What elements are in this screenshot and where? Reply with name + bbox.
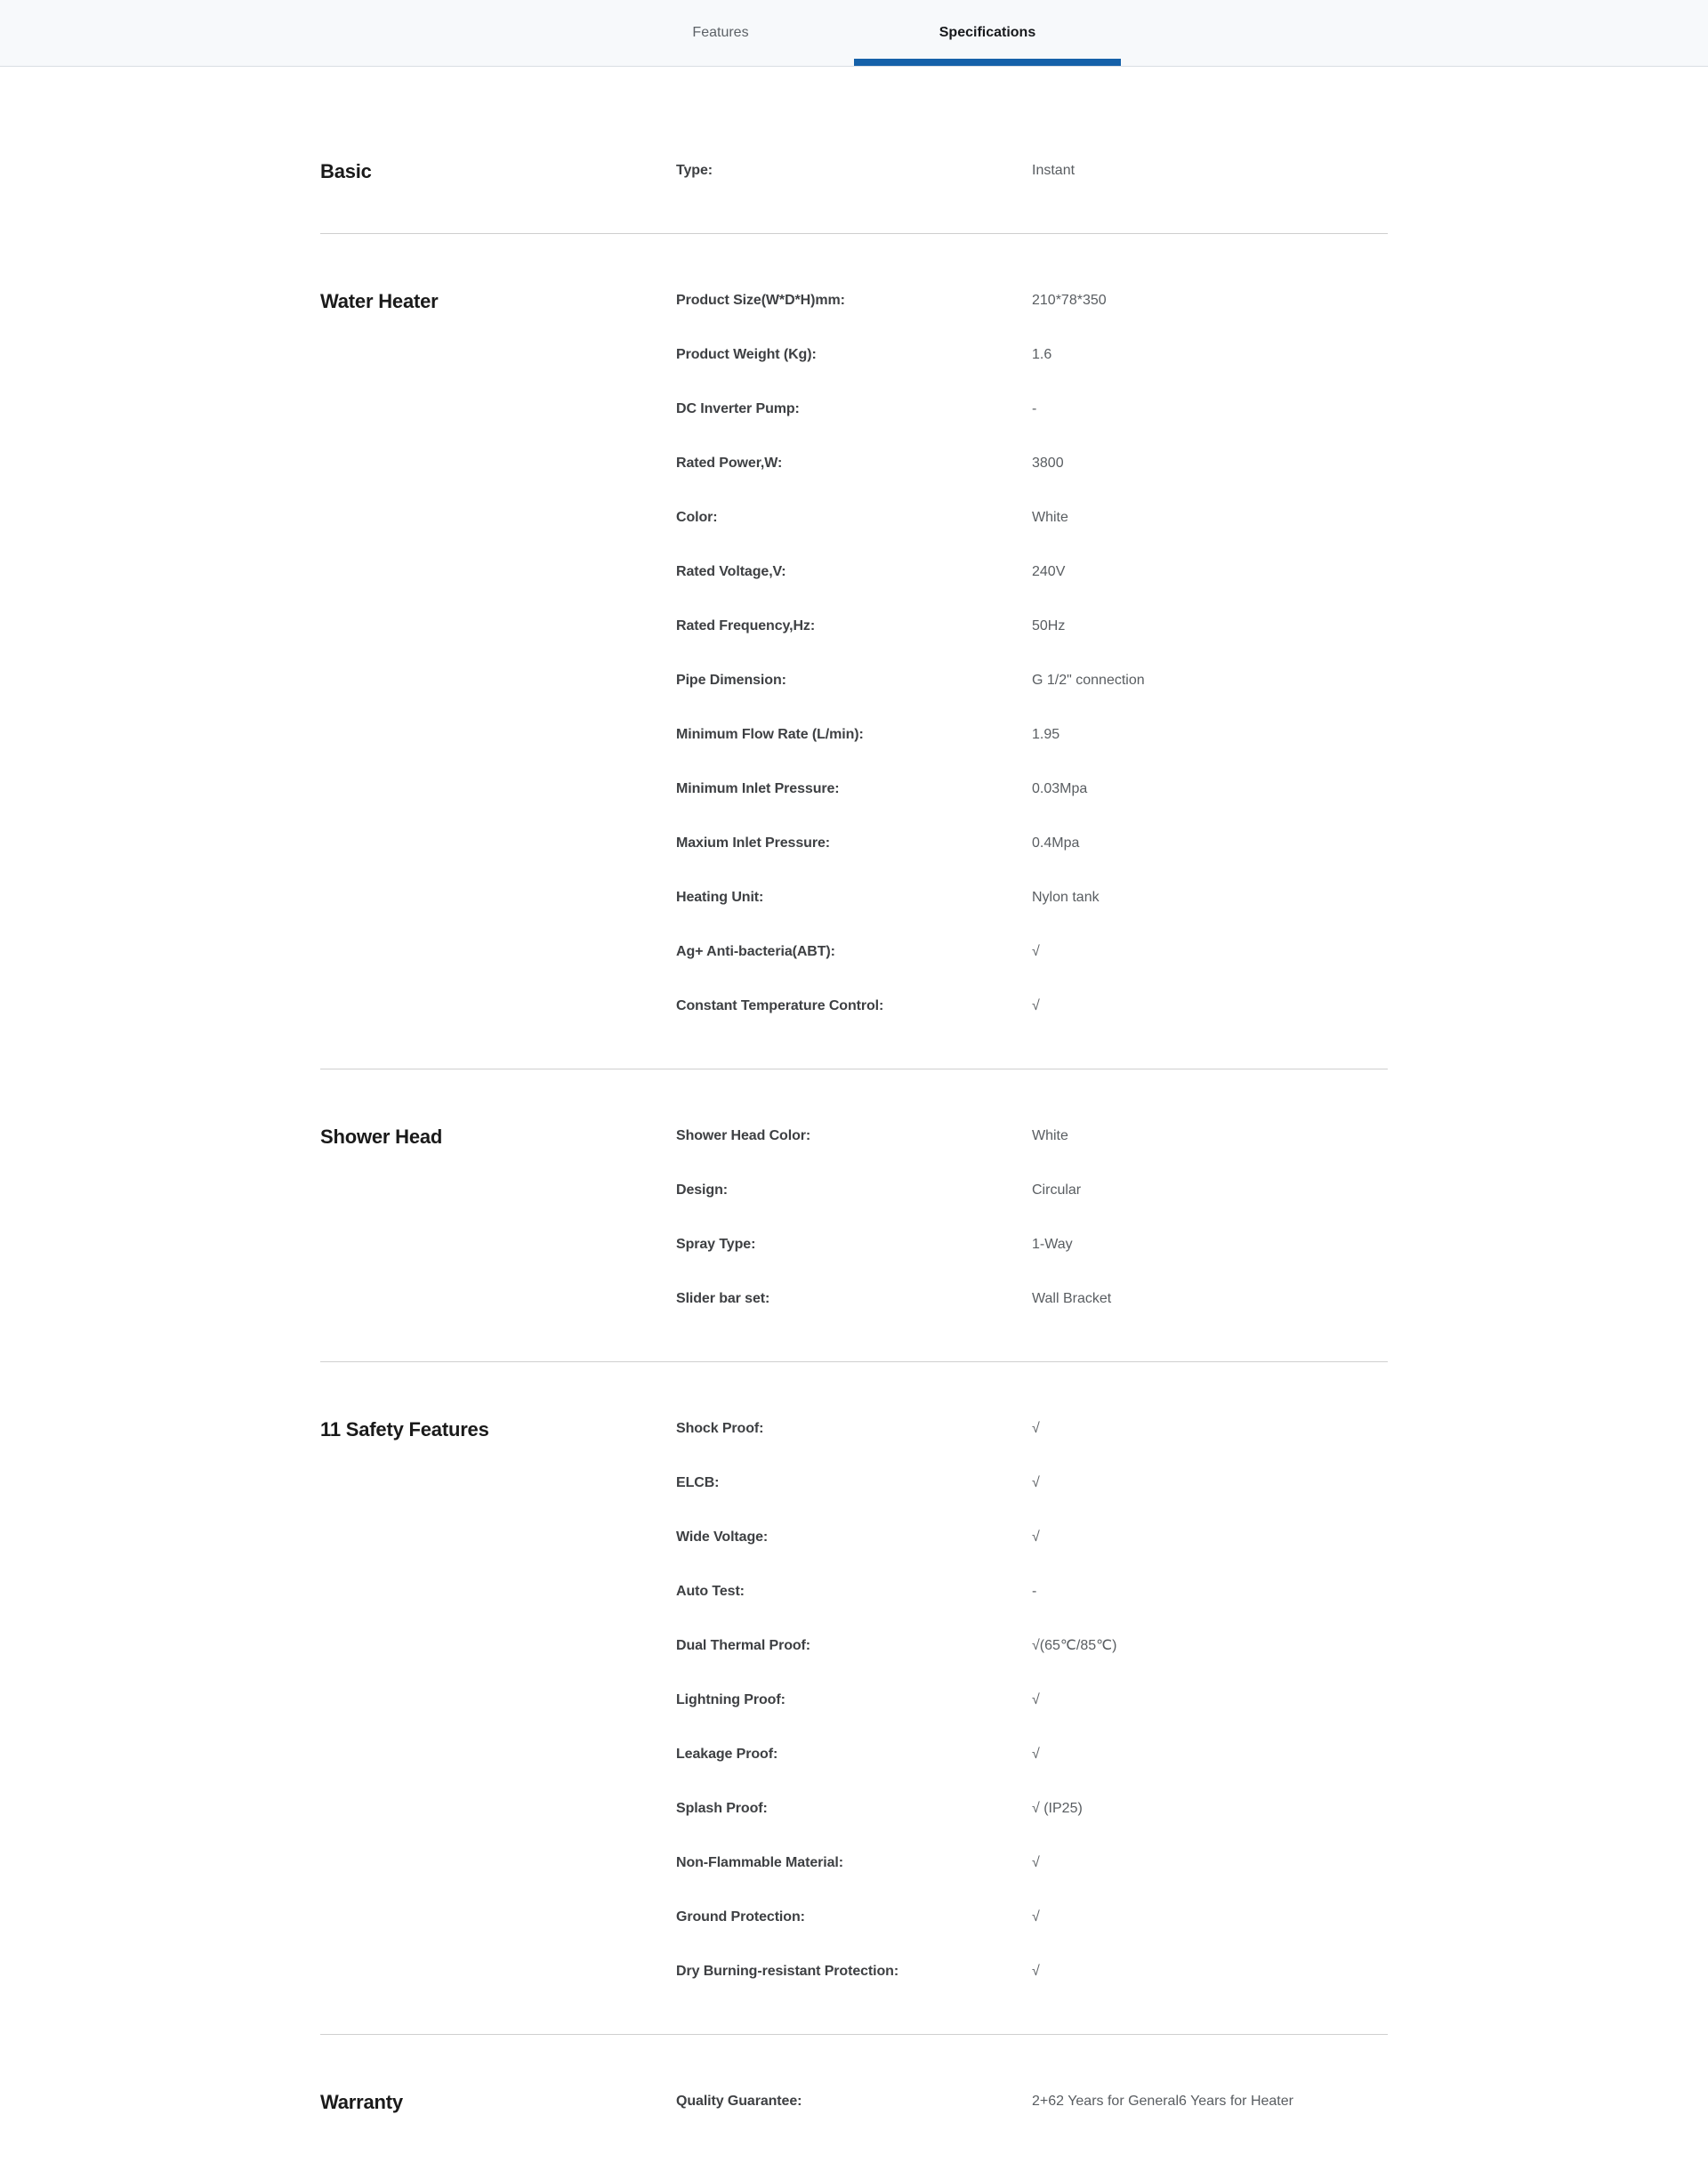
spec-value: √	[1032, 1855, 1040, 1870]
spec-label: Minimum Flow Rate (L/min):	[676, 727, 864, 742]
spec-label: DC Inverter Pump:	[676, 401, 800, 416]
spec-label: Heating Unit:	[676, 890, 764, 905]
spec-label: Shower Head Color:	[676, 1128, 811, 1143]
spec-row	[676, 291, 1388, 345]
spec-value: 2+62 Years for General6 Years for Heater	[1032, 2094, 1293, 2109]
spec-label: Wide Voltage:	[676, 1529, 769, 1545]
spec-value: -	[1032, 1584, 1037, 1599]
spec-label: Rated Voltage,V:	[676, 564, 786, 579]
spec-label: Ground Protection:	[676, 1909, 805, 1925]
spec-value: √	[1032, 1529, 1040, 1545]
spec-label: Rated Power,W:	[676, 456, 783, 471]
spec-label: Lightning Proof:	[676, 1692, 786, 1707]
spec-value: White	[1032, 1128, 1068, 1143]
spec-value: 50Hz	[1032, 618, 1066, 634]
spec-value: 240V	[1032, 564, 1066, 579]
section-title: Water Heater	[320, 290, 439, 312]
spec-row	[676, 1962, 1388, 2016]
spec-rows	[676, 1419, 1388, 2016]
spec-value: √	[1032, 1747, 1040, 1762]
spec-label: Type:	[676, 163, 713, 178]
spec-label: Minimum Inlet Pressure:	[676, 781, 840, 796]
spec-row	[676, 1745, 1388, 1799]
spec-label: Pipe Dimension:	[676, 673, 786, 688]
spec-label: Quality Guarantee:	[676, 2094, 802, 2109]
spec-label: Non-Flammable Material:	[676, 1855, 843, 1870]
spec-value: 1.95	[1032, 727, 1060, 742]
spec-row	[676, 345, 1388, 399]
spec-label: Ag+ Anti-bacteria(ABT):	[676, 944, 835, 959]
spec-row	[676, 1473, 1388, 1528]
spec-label: Leakage Proof:	[676, 1747, 778, 1762]
spec-rows	[676, 291, 1388, 1051]
spec-label: Maxium Inlet Pressure:	[676, 835, 830, 851]
spec-row	[676, 2092, 1388, 2146]
spec-label: Color:	[676, 510, 718, 525]
spec-row	[676, 888, 1388, 942]
spec-value: -	[1032, 401, 1037, 416]
spec-row	[676, 1853, 1388, 1908]
spec-rows	[676, 1126, 1388, 1344]
spec-value: √	[1032, 1475, 1040, 1490]
spec-value: √	[1032, 998, 1040, 1013]
spec-value: Wall Bracket	[1032, 1291, 1112, 1306]
spec-label: Auto Test:	[676, 1584, 745, 1599]
spec-label: Product Weight (Kg):	[676, 347, 817, 362]
spec-row	[676, 1582, 1388, 1636]
spec-section-warranty	[320, 2034, 1388, 2179]
spec-value: √ (IP25)	[1032, 1801, 1083, 1816]
spec-row	[676, 997, 1388, 1051]
spec-row	[676, 1908, 1388, 1962]
section-title: Warranty	[320, 2091, 403, 2113]
spec-value: √	[1032, 1909, 1040, 1925]
spec-label: Shock Proof:	[676, 1421, 764, 1436]
spec-section-shower-head	[320, 1069, 1388, 1361]
spec-value: 3800	[1032, 456, 1064, 471]
spec-row	[676, 942, 1388, 997]
spec-rows	[676, 161, 1388, 215]
spec-value: 1-Way	[1032, 1237, 1073, 1252]
spec-row	[676, 671, 1388, 725]
spec-row	[676, 1799, 1388, 1853]
spec-row	[676, 1691, 1388, 1745]
spec-label: Rated Frequency,Hz:	[676, 618, 816, 634]
spec-value: White	[1032, 510, 1068, 525]
spec-row	[676, 834, 1388, 888]
spec-label: Slider bar set:	[676, 1291, 770, 1306]
spec-row	[676, 725, 1388, 779]
spec-row	[676, 1126, 1388, 1181]
tab-specifications[interactable]: Specifications	[854, 0, 1121, 66]
spec-value: √	[1032, 944, 1040, 959]
spec-value: 1.6	[1032, 347, 1052, 362]
spec-row	[676, 1419, 1388, 1473]
spec-value: 0.03Mpa	[1032, 781, 1088, 796]
spec-label: Spray Type:	[676, 1237, 756, 1252]
spec-value: Nylon tank	[1032, 890, 1100, 905]
spec-section-water-heater	[320, 233, 1388, 1069]
spec-row	[676, 1636, 1388, 1691]
spec-value: √	[1032, 1421, 1040, 1436]
spec-label: Design:	[676, 1182, 728, 1198]
spec-label: Product Size(W*D*H)mm:	[676, 293, 845, 308]
spec-value: √	[1032, 1964, 1040, 1979]
spec-value: Instant	[1032, 163, 1076, 178]
spec-row	[676, 161, 1388, 215]
spec-row	[676, 454, 1388, 508]
spec-label: Constant Temperature Control:	[676, 998, 884, 1013]
spec-row	[676, 399, 1388, 454]
spec-label: ELCB:	[676, 1475, 720, 1490]
spec-label: Dry Burning-resistant Protection:	[676, 1964, 899, 1979]
spec-value: √(65℃/85℃)	[1032, 1638, 1117, 1653]
spec-row	[676, 1181, 1388, 1235]
specifications-panel	[320, 67, 1388, 2179]
spec-row	[676, 1528, 1388, 1582]
spec-label: Splash Proof:	[676, 1801, 768, 1816]
spec-row	[676, 1289, 1388, 1344]
spec-value: Circular	[1032, 1182, 1082, 1198]
spec-value: 210*78*350	[1032, 293, 1107, 308]
spec-row	[676, 1235, 1388, 1289]
spec-value: √	[1032, 1692, 1040, 1707]
spec-label: Dual Thermal Proof:	[676, 1638, 811, 1653]
spec-row	[676, 508, 1388, 562]
spec-rows	[676, 2092, 1388, 2146]
spec-section-basic	[320, 67, 1388, 233]
section-title: Basic	[320, 160, 372, 182]
spec-value: G 1/2" connection	[1032, 673, 1145, 688]
spec-row	[676, 779, 1388, 834]
spec-row	[676, 562, 1388, 617]
spec-row	[676, 617, 1388, 671]
tab-features[interactable]: Features	[692, 25, 749, 40]
section-title: Shower Head	[320, 1126, 443, 1148]
tab-bar	[0, 0, 1708, 67]
spec-value: 0.4Mpa	[1032, 835, 1080, 851]
section-title: 11 Safety Features	[320, 1418, 489, 1441]
spec-section-11-safety-features	[320, 1361, 1388, 2034]
